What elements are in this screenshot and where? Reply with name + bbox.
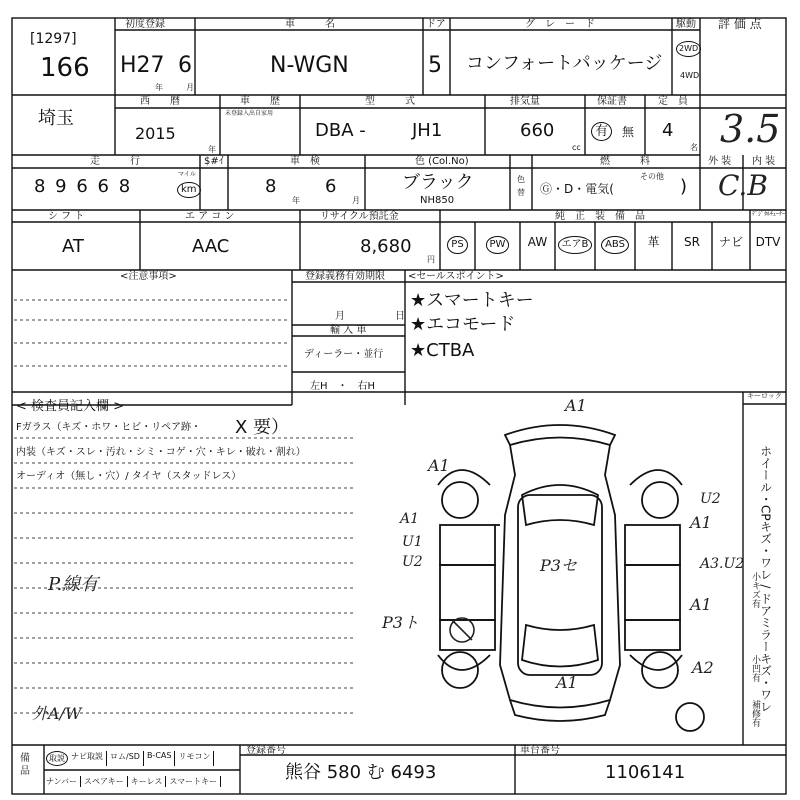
fuel-close: ) xyxy=(680,176,688,197)
fuel-label: 燃 料 xyxy=(600,156,650,167)
reg-number: 熊谷 580 む 6493 xyxy=(285,762,437,783)
interior-line: 内装（キズ・スレ・汚れ・シミ・コゲ・穴・キレ・破れ・割れ） xyxy=(16,447,306,458)
year-unit: 年 xyxy=(155,83,163,92)
sales-point-label: <セールスポイント> xyxy=(408,271,504,282)
left-u1-mark: U1 xyxy=(402,534,423,550)
warranty-yes: 有 xyxy=(591,122,612,141)
accessories-row-1 xyxy=(46,751,214,766)
first-reg-month: 6 xyxy=(178,53,192,78)
meter-change-label: $#ｲ xyxy=(204,156,224,167)
shift-label: シ フ ト xyxy=(48,211,85,222)
inspection-year: 8 xyxy=(265,176,277,197)
fuel-other-label: その他 xyxy=(640,172,664,181)
keylock-label: キーロック xyxy=(747,392,782,400)
notes-label: <注意事項> xyxy=(120,271,177,282)
chassis-number: 1106141 xyxy=(605,762,686,783)
inspector-label: < 検査員記入欄 > xyxy=(16,399,125,414)
sales-point-3: ★CTBA xyxy=(410,340,475,361)
drive-2wd: 2WD xyxy=(676,41,701,57)
right-small-1: 小キズ有 xyxy=(750,572,760,608)
accessories-row-2 xyxy=(46,776,221,787)
right-rear-corner-mark: A2 xyxy=(692,658,714,677)
reg-number-label: 登録番号 xyxy=(246,745,286,756)
seireki-label: 西 暦 xyxy=(140,96,180,107)
dealer-label: ディーラー・並行 xyxy=(304,349,384,360)
prefecture: 埼玉 xyxy=(38,108,74,129)
ext-int-grade: C.B xyxy=(718,169,768,202)
accessory-row1-3: B-CAS xyxy=(147,751,176,766)
equipment-2 xyxy=(520,236,555,248)
right-rear-door-mark: A3.U2 xyxy=(700,556,745,572)
equipment-label: エアB xyxy=(558,236,593,254)
seireki-year-unit: 年 xyxy=(208,145,216,154)
accessory-row2-1: スペアキー xyxy=(84,776,128,787)
shift: AT xyxy=(62,236,84,257)
grade-label: グ レ ー ド xyxy=(525,19,595,30)
equipment-label: PW xyxy=(486,236,510,254)
equipment-label: 革 xyxy=(647,235,660,249)
inspection-label: 車 検 xyxy=(290,156,320,167)
equipment-label: SR xyxy=(684,235,700,249)
km-unit: km xyxy=(177,182,201,198)
color-code: NH850 xyxy=(420,195,455,206)
mile-label: マイル xyxy=(178,171,196,178)
expiry-month: 月 xyxy=(335,311,345,322)
grade: コンフォートパッケージ xyxy=(466,53,663,74)
mileage: 8 9 6 6 8 xyxy=(34,176,133,197)
sales-point-2: ★エコモード xyxy=(410,314,516,335)
doors: 5 xyxy=(428,53,442,78)
right-front-door-mark: A1 xyxy=(690,513,712,532)
drive-label: 駆動 xyxy=(676,19,696,30)
accessories-label: 備 品 xyxy=(20,753,30,777)
accessory-row2-2: キーレス xyxy=(131,776,167,787)
color-label: 色 (Col.No) xyxy=(415,156,469,167)
equipment-5 xyxy=(635,236,672,248)
accessory-row1-1: ナビ取説 xyxy=(71,751,107,766)
left-front-fender-mark: A1 xyxy=(428,456,450,475)
roof-mark: P3セ xyxy=(540,556,577,575)
first-reg-year: H27 xyxy=(120,53,165,78)
equipment-label: ナビ xyxy=(718,235,743,249)
right-front-u2-mark: U2 xyxy=(700,491,721,507)
color-change-label: 色 替 xyxy=(517,175,525,197)
inspector-note-1: P.線有 xyxy=(48,574,99,595)
tuner-label: ﾃﾞｼﾞﾀﾙﾁｭｰﾅｰ xyxy=(752,211,786,218)
capacity-label: 定 員 xyxy=(658,96,688,107)
door-label: ドア xyxy=(426,19,446,30)
front-bumper-mark: A1 xyxy=(565,396,587,415)
left-front-door-mark: A1 xyxy=(400,511,420,527)
inspection-month-unit: 月 xyxy=(352,196,360,205)
equipment-label: PS xyxy=(447,236,467,254)
glass-line: Fガラス（キズ・ホワ・ヒビ・リペア跡・ xyxy=(16,422,202,433)
equipment-label: 純 正 装 備 品 xyxy=(555,211,645,222)
accessory-row1-2: ロム/SD xyxy=(110,751,144,766)
equipment-label: ABS xyxy=(601,236,629,254)
equipment-7 xyxy=(712,236,750,248)
interior-label: 内 装 xyxy=(752,156,776,167)
left-rear-mark: P3ト xyxy=(382,613,419,632)
eval-label: 評 価 点 xyxy=(718,17,762,31)
mileage-label: 走 行 xyxy=(90,156,140,167)
accessory-row2-3: スマートキー xyxy=(169,776,221,787)
lot-number: 166 xyxy=(40,53,90,83)
expiry-day: 日 xyxy=(395,311,405,322)
accessory-row2-0: ナンバー xyxy=(46,776,81,787)
exterior-label: 外 装 xyxy=(708,156,732,167)
equipment-0 xyxy=(440,236,475,254)
aircon-label: エ ア コ ン xyxy=(185,211,235,222)
right-small-3: 補修有 xyxy=(750,700,760,727)
import-label: 輸 入 車 xyxy=(330,325,367,336)
left-u2-mark: U2 xyxy=(402,554,423,570)
fuel: Ⓖ・D・電気( xyxy=(540,182,614,196)
warranty-no: 無 xyxy=(622,125,635,139)
model-label: 型 式 xyxy=(365,96,415,107)
capacity: 4 xyxy=(662,120,674,141)
glass-mark: X 要） xyxy=(235,417,290,438)
person-unit: 名 xyxy=(690,143,698,152)
inspection-month: 6 xyxy=(325,176,337,197)
lot-bracket: [1297] xyxy=(30,31,77,47)
equipment-3 xyxy=(555,236,595,254)
right-rear-fender-mark: A1 xyxy=(690,595,712,614)
recycle-label: リサイクル預託金 xyxy=(320,211,399,222)
model-code: JH1 xyxy=(412,120,443,141)
warranty-label: 保証書 xyxy=(597,96,627,107)
history-label: 車 歴 xyxy=(240,96,280,107)
accessory-row1-4: リモコン xyxy=(178,751,214,766)
history-note: 未登録入出自家用 xyxy=(225,110,274,117)
handle-label: 左H ・ 右H xyxy=(310,381,376,392)
right-vertical-text: ホイール・CPキズ・ワレ / ドアミラーキズ・ワレ xyxy=(758,445,773,713)
cc-unit: cc xyxy=(572,143,581,152)
sales-point-1: ★スマートキー xyxy=(410,290,534,311)
right-small-2: 小凹有 xyxy=(750,655,760,682)
seireki-year: 2015 xyxy=(135,124,176,143)
rear-bumper-mark: A1 xyxy=(556,673,578,692)
audio-line: オーディオ（無し・穴）/ タイヤ（スタッドレス） xyxy=(16,471,242,482)
score: 3.5 xyxy=(720,107,781,151)
displacement: 660 xyxy=(520,120,555,141)
equipment-label: AW xyxy=(527,235,548,249)
equipment-8 xyxy=(750,236,786,248)
first-reg-label: 初度登録 xyxy=(125,19,165,30)
car-name-label: 車 名 xyxy=(285,19,335,30)
inspector-note-2: 外A/W xyxy=(32,704,82,723)
equipment-6 xyxy=(672,236,712,248)
inspection-year-unit: 年 xyxy=(292,196,300,205)
displacement-label: 排気量 xyxy=(510,96,540,107)
aircon: AAC xyxy=(192,236,230,257)
equipment-1 xyxy=(475,236,520,254)
equipment-label: DTV xyxy=(755,235,781,249)
drive-4wd: 4WD xyxy=(680,71,700,80)
recycle-fee: 8,680 xyxy=(360,236,412,257)
car-name: N-WGN xyxy=(270,53,349,78)
color: ブラック xyxy=(402,172,474,193)
yen-unit: 円 xyxy=(427,255,435,264)
reg-expiry-label: 登録義務有効期限 xyxy=(305,271,385,282)
accessory-row1-0: 取説 xyxy=(46,751,68,766)
equipment-4 xyxy=(595,236,635,254)
model-prefix: DBA - xyxy=(315,120,366,141)
month-unit: 月 xyxy=(186,83,194,92)
chassis-label: 車台番号 xyxy=(520,745,560,756)
